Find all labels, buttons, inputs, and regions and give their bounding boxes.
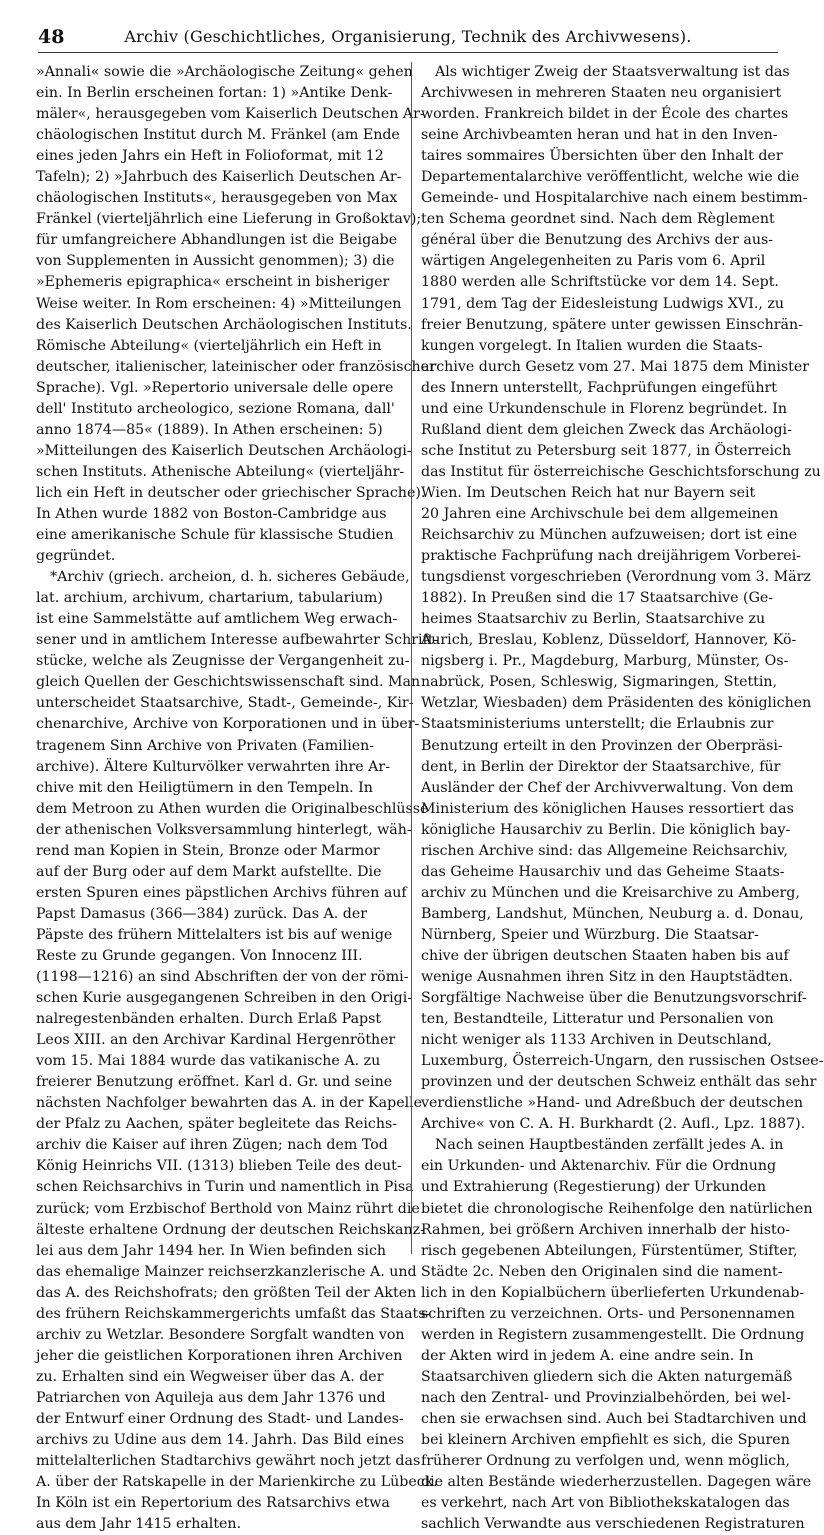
text-line: chäologischen Institut durch M. Fränkel (am Ende — [36, 127, 400, 144]
text-line: Leos XIII. an den Archivar Kardinal Hergenröther — [36, 1032, 396, 1049]
text-line: Rahmen, bei größern Archiven innerhalb der histo- — [421, 1221, 791, 1238]
text-line: Als wichtiger Zweig der Staatsverwaltung ist das — [435, 64, 790, 80]
text-line: In Köln ist ein Repertorium des Ratsarchivs etwa — [36, 1495, 390, 1512]
text-line: Reichsarchiv zu München aufzuweisen; dort ist eine — [421, 527, 798, 544]
text-line: kungen vorgelegt. In Italien wurden die Staats- — [421, 337, 763, 354]
text-line: der Entwurf einer Ordnung des Stadt- und Landes- — [36, 1411, 404, 1427]
text-line: für umfangreichere Abhandlungen ist die Beigabe — [36, 232, 398, 249]
text-line: worden. Frankreich bildet in der École des chartes — [421, 106, 789, 123]
text-line: Rußland dient dem gleichen Zweck das Archäologi- — [421, 421, 792, 438]
text-line: Fränkel (vierteljährlich eine Lieferung in Großoktav); — [36, 211, 422, 228]
text-line: archiv die Kaiser auf ihren Zügen; nach dem Tod — [36, 1137, 388, 1154]
text-line: archiv zu München und die Kreisarchive zu Amberg, — [421, 884, 800, 901]
text-line: ein Urkunden- und Aktenarchiv. Für die Ordnung — [421, 1158, 777, 1175]
text-line: deutscher, italienischer, lateinischer oder französischer — [36, 358, 436, 375]
text-line: praktische Fachprüfung nach dreijährigem Vorberei- — [421, 548, 801, 565]
text-line: verdienstliche »Hand- und Adreßbuch der deutschen — [421, 1095, 804, 1112]
text-line: heimes Staatsarchiv zu Berlin, Staatsarchive zu — [421, 611, 766, 628]
text-line: »Annali« sowie die »Archäologische Zeitung« gehen — [36, 64, 413, 80]
text-line: tragenem Sinn Archive von Privaten (Familien- — [36, 737, 375, 754]
text-line: archive durch Gesetz vom 27. Mai 1875 dem Minister — [421, 358, 810, 375]
text-line: ersten Spuren eines päpstlichen Archivs führen auf — [36, 884, 407, 901]
text-line: jeher die geistlichen Korporationen ihren Archiven — [36, 1347, 403, 1364]
text-line: es verkehrt, nach Art von Bibliothekskatalogen das — [421, 1495, 790, 1512]
text-line: aus dem Jahr 1415 erhalten. — [36, 1516, 242, 1533]
text-line: vom 15. Mai 1884 wurde das vatikanische A. zu — [36, 1053, 381, 1070]
text-line: Päpste des frühern Mittelalters ist bis auf wenige — [36, 926, 393, 943]
text-line: Luxemburg, Österreich-Ungarn, den russischen Ostsee- — [421, 1053, 824, 1070]
text-line: 1791, dem Tag der Eidesleistung Ludwigs XVI., zu — [421, 295, 785, 312]
text-line: bei kleinern Archiven empfiehlt es sich, die Spuren — [421, 1432, 790, 1449]
text-line: »Mitteilungen des Kaiserlich Deutschen Archäologi- — [36, 442, 412, 459]
text-line: unterscheidet Staatsarchive, Stadt-, Gemeinde-, Kir- — [36, 695, 414, 712]
text-line: freier Benutzung, spätere unter gewissen Einschrän- — [421, 316, 803, 333]
text-line: zurück; vom Erzbischof Berthold von Mainz rührt die — [36, 1200, 420, 1217]
left-column — [36, 62, 439, 1535]
text-line: von Supplementen in Aussicht genommen); 3) die — [36, 253, 395, 270]
text-line: taires sommaires Übersichten über den Inhalt der — [421, 148, 783, 165]
text-line: sachlich Verwandte aus verschiedenen Registraturen — [421, 1516, 805, 1533]
text-line: lat. archium, archivum, chartarium, tabularium) — [36, 590, 383, 607]
page-header — [38, 22, 778, 53]
text-line: lich ein Heft in deutscher oder griechischer Sprache). — [36, 484, 426, 501]
text-line: (1198—1216) an sind Abschriften der von der römi- — [36, 969, 409, 986]
text-line: Staatsarchiven gliedern sich die Akten naturgemäß — [421, 1368, 793, 1385]
page-number: 48 — [38, 26, 65, 48]
text-line: bietet die chronologische Reihenfolge den natürlichen — [421, 1200, 813, 1217]
text-line: nabrück, Posen, Schleswig, Sigmaringen, Stettin, — [421, 674, 778, 691]
text-line: gegründet. — [36, 548, 116, 565]
text-line: provinzen und der deutschen Schweiz enthält das sehr — [421, 1074, 817, 1091]
text-line: archiv zu Wetzlar. Besondere Sorgfalt wandten von — [36, 1326, 405, 1343]
text-line: mittelalterlichen Stadtarchivs gewährt noch jetzt das — [36, 1453, 421, 1470]
right-column — [421, 62, 824, 1535]
text-line: chive mit den Heiligtümern in den Tempeln. In — [36, 779, 373, 796]
text-line: A. über der Ratskapelle in der Marienkirche zu Lübeck. — [36, 1474, 438, 1491]
text-line: König Heinrichs VII. (1313) blieben Teile des deut- — [36, 1158, 402, 1175]
text-line: nigsberg i. Pr., Magdeburg, Marburg, Münster, Os- — [421, 653, 789, 670]
text-line: wenige Ausnahmen ihren Sitz in den Hauptstädten. — [421, 969, 793, 986]
text-line: anno 1874—85« (1889). In Athen erscheinen: 5) — [36, 421, 383, 438]
text-line: Departementalarchive veröffentlicht, welche wie die — [421, 169, 800, 186]
text-line: das Geheime Hausarchiv und das Geheime Staats- — [421, 863, 785, 880]
text-line: Staatsministeriums unterstellt; die Erlaubnis zur — [421, 716, 774, 733]
text-line: Archive« von C. A. H. Burkhardt (2. Aufl., Lpz. 1887). — [421, 1116, 806, 1133]
text-line: Nach seinen Hauptbeständen zerfällt jedes A. in — [435, 1137, 784, 1154]
text-line: dem Metroon zu Athen wurden die Originalbeschlüsse — [36, 800, 429, 817]
text-line: Sprache). Vgl. »Repertorio universale delle opere — [36, 379, 394, 396]
text-line: chenarchive, Archive von Korporationen und in über- — [36, 716, 420, 733]
text-line: chen sie erwachsen sind. Auch bei Stadtarchiven und — [421, 1411, 807, 1427]
text-line: des frühern Reichskammergerichts umfaßt das Staats- — [36, 1305, 431, 1322]
text-line: rischen Archive sind: das Allgemeine Reichsarchiv, — [421, 842, 788, 859]
text-line: In Athen wurde 1882 von Boston-Cambridge aus — [36, 505, 387, 522]
text-line: stücke, welche als Zeugnisse der Vergangenheit zu- — [36, 653, 410, 670]
text-line: sener und in amtlichem Interesse aufbewahrter Schrift- — [36, 632, 439, 649]
text-line: das A. des Reichshofrats; den größten Teil der Akten — [36, 1284, 417, 1301]
text-line: des Innern unterstellt, Fachprüfungen eingeführt — [421, 379, 777, 396]
text-line: Weise weiter. In Rom erscheinen: 4) »Mitteilungen — [36, 295, 402, 312]
text-line: ten, Bestandteile, Litteratur und Personalien von — [421, 1011, 774, 1028]
text-line: Städte 2c. Neben den Originalen sind die nament- — [421, 1263, 783, 1280]
text-line: sche Institut zu Petersburg seit 1877, in Österreich — [421, 442, 792, 459]
text-line: 1882). In Preußen sind die 17 Staatsarchive (Ge- — [421, 590, 774, 607]
text-line: der athenischen Volksversammlung hinterlegt, wäh- — [36, 821, 412, 838]
text-line: 20 Jahren eine Archivschule bei dem allgemeinen — [421, 505, 779, 522]
text-line: ist eine Sammelstätte auf amtlichem Weg erwach- — [36, 611, 398, 628]
text-line: archivs zu Udine aus dem 14. Jahrh. Das Bild eines — [36, 1432, 404, 1449]
text-line: 1880 werden alle Schriftstücke vor dem 14. Sept. — [421, 274, 779, 291]
text-line: die alten Bestände wiederherzustellen. Dagegen wäre — [421, 1474, 812, 1491]
text-line: Benutzung erteilt in den Provinzen der Oberpräsi- — [421, 737, 783, 754]
text-line: und Extrahierung (Regestierung) der Urkunden — [421, 1179, 767, 1196]
text-line: Römische Abteilung« (vierteljährlich ein Heft in — [36, 337, 382, 354]
text-line: chäologischen Instituts«, herausgegeben von Max — [36, 190, 398, 207]
text-line: mäler«, herausgegeben vom Kaiserlich Deutschen Ar- — [36, 106, 425, 123]
text-line: Ausländer der Chef der Archivverwaltung. Von dem — [421, 779, 794, 796]
text-line: und eine Urkundenschule in Florenz begründet. In — [421, 400, 787, 417]
text-line: rend man Kopien in Stein, Bronze oder Marmor — [36, 842, 380, 859]
text-line: Wetzlar, Wiesbaden) dem Präsidenten des königlichen — [421, 695, 812, 712]
text-line: auf der Burg oder auf dem Markt aufstellte. Die — [36, 863, 382, 880]
text-line: früherer Ordnung zu verfolgen und, wenn möglich, — [421, 1453, 790, 1470]
text-line: Reste zu Grunde gegangen. Von Innocenz III. — [36, 947, 363, 964]
text-line: schen Kurie ausgegangenen Schreiben in den Origi- — [36, 990, 413, 1007]
text-line: risch gegebenen Abteilungen, Fürstentümer, Stifter, — [421, 1242, 798, 1259]
text-line: werden in Registern zusammengestellt. Die Ordnung — [421, 1326, 805, 1343]
text-line: Tafeln); 2) »Jahrbuch des Kaiserlich Deutschen Ar- — [36, 169, 402, 186]
text-line: nächsten Nachfolger bewahrten das A. in der Kapelle — [36, 1095, 423, 1112]
text-line: schen Instituts. Athenische Abteilung« (vierteljähr- — [36, 463, 405, 480]
text-line: Archivwesen in mehreren Staaten neu organisiert — [421, 85, 782, 102]
text-line: gleich Quellen der Geschichtswissenschaft sind. Man — [36, 674, 421, 691]
text-line: dent, in Berlin der Direktor der Staatsarchive, für — [421, 758, 781, 775]
text-line: Sorgfältige Nachweise über die Benutzungsvorschrif- — [421, 990, 807, 1007]
text-line: das ehemalige Mainzer reichserzkanzlerische A. und — [36, 1263, 417, 1280]
text-line: eine amerikanische Schule für klassische Studien — [36, 527, 394, 544]
text-line: lich in den Kopialbüchern überlieferten Urkundenab- — [421, 1284, 805, 1301]
text-line: nalregestenbänden erhalten. Durch Erlaß Papst — [36, 1011, 382, 1028]
text-line: chive der übrigen deutschen Staaten haben bis auf — [421, 947, 789, 964]
text-line: Aurich, Breslau, Koblenz, Düsseldorf, Hannover, Kö- — [421, 632, 797, 649]
text-line: *Archiv (griech. archeion, d. h. sicheres Gebäude, — [50, 569, 410, 586]
text-line: Papst Damasus (366—384) zurück. Das A. der — [36, 905, 368, 922]
column-divider — [411, 62, 412, 1254]
text-line: älteste erhaltene Ordnung der deutschen Reichskanz- — [36, 1221, 425, 1238]
text-line: des Kaiserlich Deutschen Archäologischen Instituts. — [36, 316, 412, 333]
text-line: nach den Zentral- und Provinzialbehörden, bei wel- — [421, 1389, 791, 1406]
text-line: »Ephemeris epigraphica« erscheint in bisheriger — [36, 274, 390, 291]
text-columns — [36, 62, 824, 1533]
text-line: Ministerium des königlichen Hauses ressortiert das — [421, 800, 794, 817]
text-line: Nürnberg, Speier und Würzburg. Die Staatsar- — [421, 926, 759, 943]
text-line: eines jeden Jahrs ein Heft in Folioformat, mit 12 — [36, 148, 384, 165]
running-title: Archiv (Geschichtliches, Organisierung, Technik des Archivwesens). — [124, 27, 692, 46]
text-line: archive). Ältere Kulturvölker verwahrten ihre Ar- — [36, 758, 391, 775]
text-line: ten Schema geordnet sind. Nach dem Règlement — [421, 211, 775, 228]
text-line: tungsdienst vorgeschrieben (Verordnung vom 3. März — [421, 569, 811, 586]
text-line: Patriarchen von Aquileja aus dem Jahr 1376 und — [36, 1389, 386, 1406]
text-line: général über die Benutzung des Archivs der aus- — [421, 232, 774, 249]
text-line: zu. Erhalten sind ein Wegweiser über das A. der — [36, 1368, 384, 1385]
text-line: seine Archivbeamten heran und hat in den Inven- — [421, 127, 778, 144]
text-line: ein. In Berlin erscheinen fortan: 1) »Antike Denk- — [36, 85, 393, 102]
text-line: Gemeinde- und Hospitalarchive nach einem bestimm- — [421, 190, 808, 207]
text-line: wärtigen Angelegenheiten zu Paris vom 6. April — [421, 253, 766, 270]
text-line: der Pfalz zu Aachen, später begleitete das Reichs- — [36, 1116, 398, 1133]
text-line: nicht weniger als 1133 Archiven in Deutschland, — [421, 1032, 772, 1049]
text-line: Bamberg, Landshut, München, Neuburg a. d. Donau, — [421, 905, 804, 922]
text-line: schriften zu verzeichnen. Orts- und Personennamen — [421, 1305, 795, 1322]
text-line: königliche Hausarchiv zu Berlin. Die königlich bay- — [421, 821, 791, 838]
text-line: Wien. Im Deutschen Reich hat nur Bayern seit — [421, 484, 756, 501]
text-line: der Akten wird in jedem A. eine andre sein. In — [421, 1347, 754, 1364]
text-line: schen Reichsarchivs in Turin und namentlich in Pisa — [36, 1179, 414, 1196]
text-line: das Institut für österreichische Geschichtsforschung zu — [421, 463, 821, 480]
text-line: dell' Instituto archeologico, sezione Romana, dall' — [36, 400, 395, 417]
text-line: freierer Benutzung eröffnet. Karl d. Gr. und seine — [36, 1074, 393, 1091]
text-line: lei aus dem Jahr 1494 her. In Wien befinden sich — [36, 1242, 387, 1259]
